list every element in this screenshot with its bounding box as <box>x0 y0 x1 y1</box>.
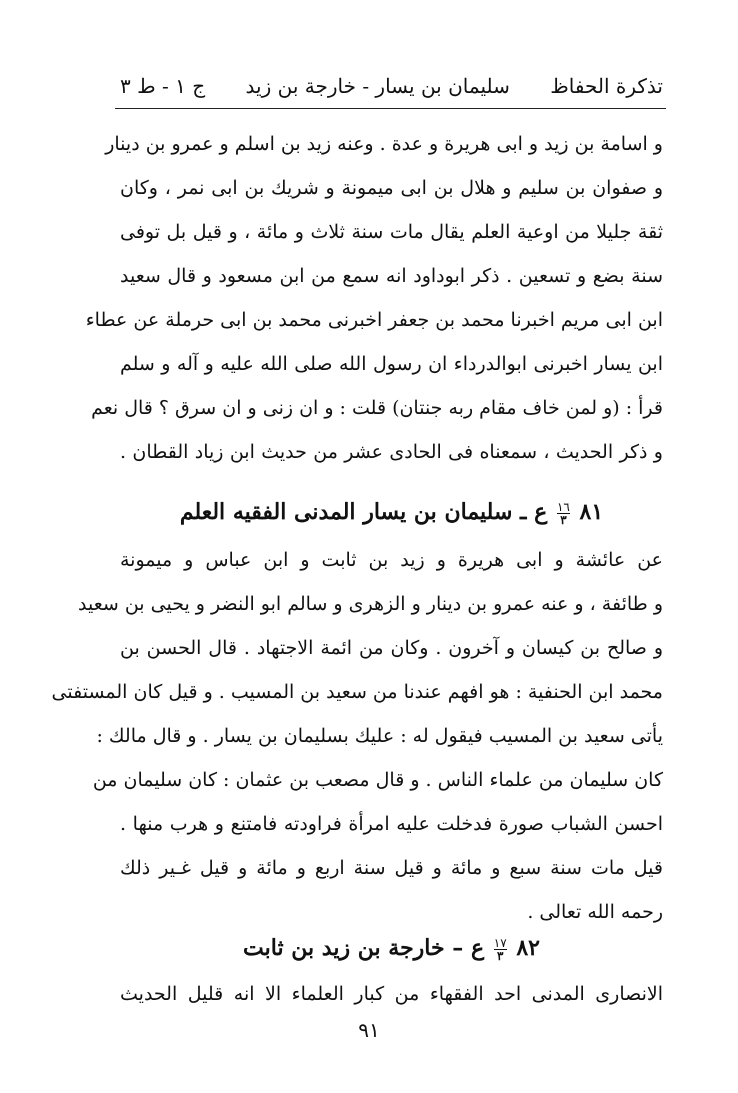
entry-82-heading <box>120 926 663 970</box>
fraction-top: ١٧ <box>493 935 507 950</box>
text-line: و صالح بن كيسان و آخرون . وكان من ائمة الاجتهاد . قال الحسن بن <box>120 637 663 659</box>
entry-fraction <box>494 937 507 962</box>
entry-title: ـ سليمان بن يسار المدنى الفقيه العلم <box>179 499 527 525</box>
text-line: ابن ابى مريم اخبرنا محمد بن جعفر اخبرنى محمد بن ابى حرملة عن عطاء <box>85 309 663 331</box>
fraction-bottom: ٣ <box>560 512 567 527</box>
section-3 <box>120 972 663 1016</box>
text-line: محمد ابن الحنفية : هو افهم عندنا من سعيد بن المسيب . و قيل كان المستفتى <box>51 681 663 703</box>
book-title: تذكرة الحفاظ <box>550 74 663 98</box>
text-line: و اسامة بن زيد و ابى هريرة و عدة . وعنه زيد بن اسلم و عمرو بن دينار <box>105 133 663 155</box>
text-line: كان سليمان من علماء الناس . و قال مصعب بن عثمان : كان سليمان من <box>92 769 663 791</box>
text-line: قرأ : (و لمن خاف مقام ربه جنتان) قلت : و ان زنى و ان سرق ؟ قال نعم <box>91 397 663 419</box>
text-line: ثقة جليلا من اوعية العلم يقال مات سنة ثلاث و مائة ، و قيل بل توفى <box>120 221 663 243</box>
text-line: سنة بضع و تسعين . ذكر ابوداود انه سمع من ابن مسعود و قال سعيد <box>120 265 663 287</box>
entry-fraction <box>557 501 570 526</box>
text-line: و صفوان بن سليم و هلال بن ابى ميمونة و شريك بن ابى نمر ، وكان <box>120 177 663 199</box>
volume-reference: ج ١ - ط ٣ <box>120 74 206 98</box>
entry-number: ٨٢ <box>516 935 540 961</box>
header-rule <box>115 108 666 109</box>
entry-81-heading <box>120 490 663 534</box>
text-line: احسن الشباب صورة فدخلت عليه امرأة فراودته فامتنع و هرب منها . <box>120 813 663 835</box>
page-number: ٩١ <box>358 1018 380 1042</box>
entry-code: ع <box>470 935 485 961</box>
text-line: و طائفة ، و عنه عمرو بن دينار و الزهرى و سالم ابو النضر و يحيى بن سعيد <box>78 593 663 615</box>
fraction-bottom: ٣ <box>496 948 504 963</box>
text-line: يأتى سعيد بن المسيب فيقول له : عليك بسليمان بن يسار . و قال مالك : <box>96 725 663 747</box>
entry-title: – خارجة بن زيد بن ثابت <box>243 935 464 961</box>
text-line: عن عائشة و ابى هريرة و زيد بن ثابت و ابن عباس و ميمونة <box>120 549 663 571</box>
text-line: و ذكر الحديث ، سمعناه فى الحادى عشر من حديث ابن زياد القطان . <box>120 441 663 463</box>
running-title: سليمان بن يسار - خارجة بن زيد <box>245 74 510 98</box>
section-2 <box>51 538 663 934</box>
text-line: الانصارى المدنى احد الفقهاء من كبار العلماء الا انه قليل الحديث <box>120 983 663 1005</box>
section-1 <box>85 122 663 474</box>
text-line: قيل مات سنة سبع و مائة و قيل سنة اربع و مائة و قيل غـير ذلك <box>120 857 663 879</box>
entry-code: ع <box>534 499 548 525</box>
running-header <box>120 70 663 102</box>
entry-number: ٨١ <box>579 499 604 525</box>
text-line: رحمه الله تعالى . <box>527 901 663 923</box>
text-line: ابن يسار اخبرنى ابوالدرداء ان رسول الله صلى الله عليه و آله و سلم <box>120 353 663 375</box>
fraction-top: ١٦ <box>556 499 570 514</box>
